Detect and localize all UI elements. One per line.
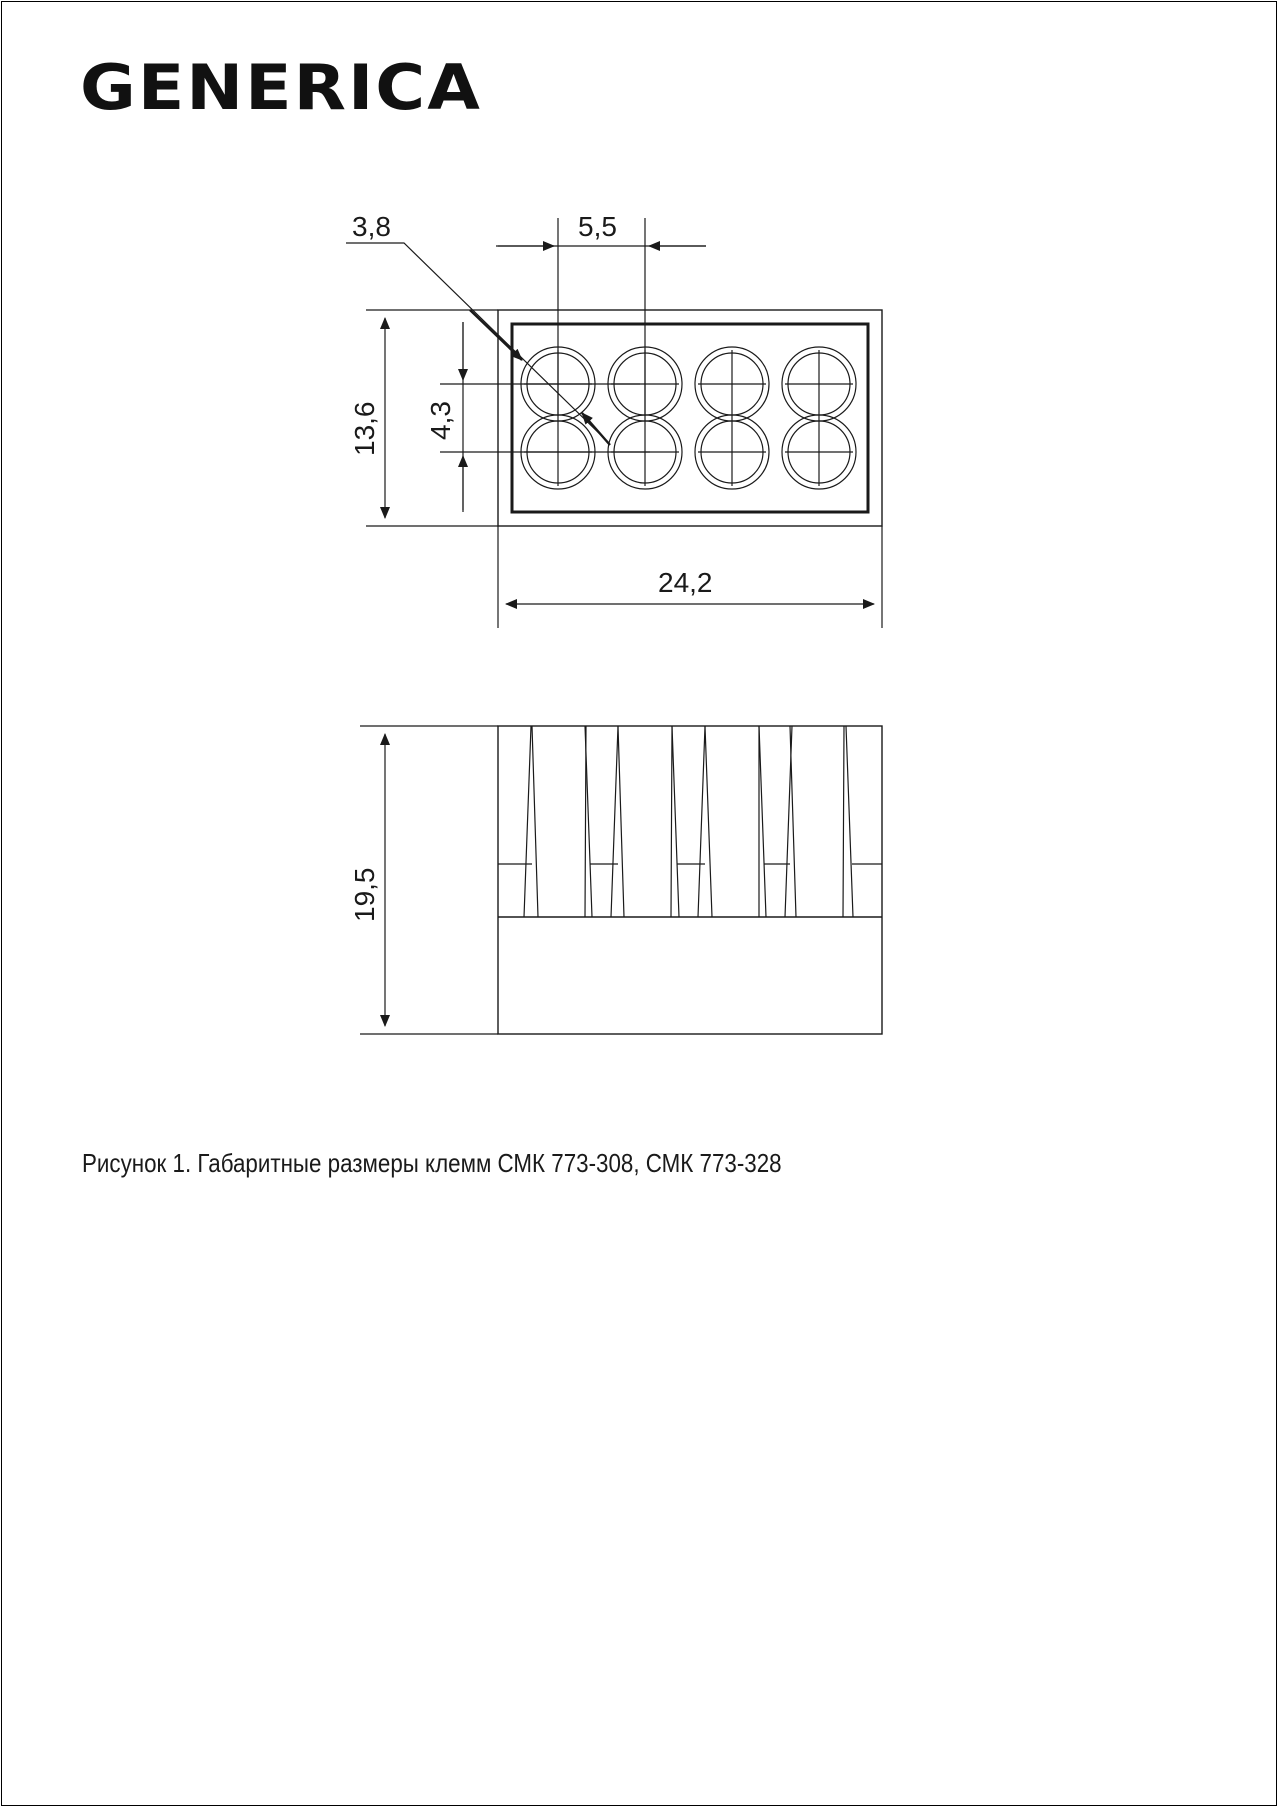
terminal-hole	[695, 415, 769, 489]
hole-grid	[521, 347, 856, 489]
dim-text-5-5: 5,5	[578, 211, 617, 242]
terminal-hole	[695, 347, 769, 421]
side-view	[360, 726, 882, 1034]
terminal-hole	[782, 415, 856, 489]
rib-wedge	[532, 726, 586, 917]
dim-text-4-3: 4,3	[425, 401, 456, 440]
rib-slot	[524, 726, 592, 917]
dim-text-19-5: 19,5	[349, 867, 380, 922]
terminal-hole	[782, 347, 856, 421]
rib-wedge	[705, 726, 759, 917]
figure-caption: Рисунок 1. Габаритные размеры клемм СМК 773-308, СМК 773-328	[82, 1148, 782, 1178]
top-view-outline	[498, 310, 882, 526]
dim-text-13-6: 13,6	[349, 401, 380, 456]
top-view-inner-frame	[512, 324, 868, 512]
brand-logo: GENERICA	[80, 52, 482, 125]
rib-wedge	[790, 726, 844, 917]
side-view-ribs	[498, 726, 882, 917]
rib-wedge	[618, 726, 672, 917]
dim-text-3-8: 3,8	[352, 211, 391, 242]
side-view-outline	[498, 726, 882, 1034]
dim-text-24-2: 24,2	[658, 567, 713, 598]
